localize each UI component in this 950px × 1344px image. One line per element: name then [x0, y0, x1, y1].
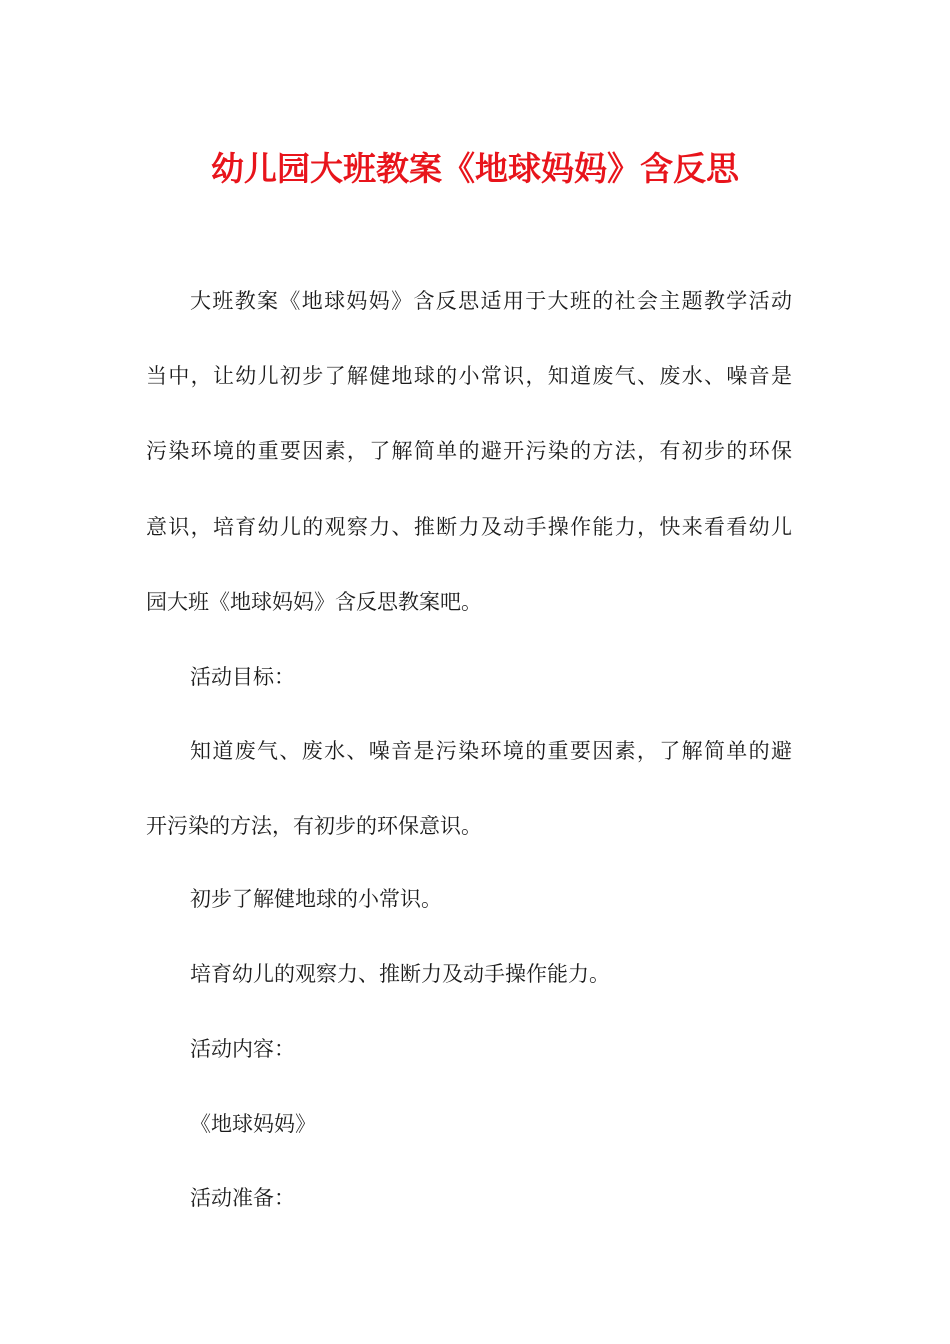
goal-3: 培育幼儿的观察力、推断力及动手操作能力。	[190, 962, 610, 986]
goal-1-line-1: 知道废气、废水、噪音是污染环境的重要因素，了解简单的避	[190, 739, 792, 763]
intro-line-4: 意识，培育幼儿的观察力、推断力及动手操作能力，快来看看幼儿	[146, 515, 792, 539]
document-title: 幼儿园大班教案《地球妈妈》含反思	[211, 149, 739, 188]
content-title: 《地球妈妈》	[190, 1112, 316, 1136]
heading-goals: 活动目标：	[190, 665, 295, 689]
intro-line-1: 大班教案《地球妈妈》含反思适用于大班的社会主题教学活动	[190, 289, 792, 313]
heading-content: 活动内容：	[190, 1037, 295, 1061]
intro-line-2: 当中，让幼儿初步了解健地球的小常识，知道废气、废水、噪音是	[146, 364, 792, 388]
goal-2: 初步了解健地球的小常识。	[190, 887, 442, 911]
intro-line-5: 园大班《地球妈妈》含反思教案吧。	[146, 590, 482, 614]
goal-1-line-2: 开污染的方法，有初步的环保意识。	[146, 814, 482, 838]
intro-line-3: 污染环境的重要因素，了解简单的避开污染的方法，有初步的环保	[146, 439, 792, 463]
heading-preparation: 活动准备：	[190, 1186, 295, 1210]
